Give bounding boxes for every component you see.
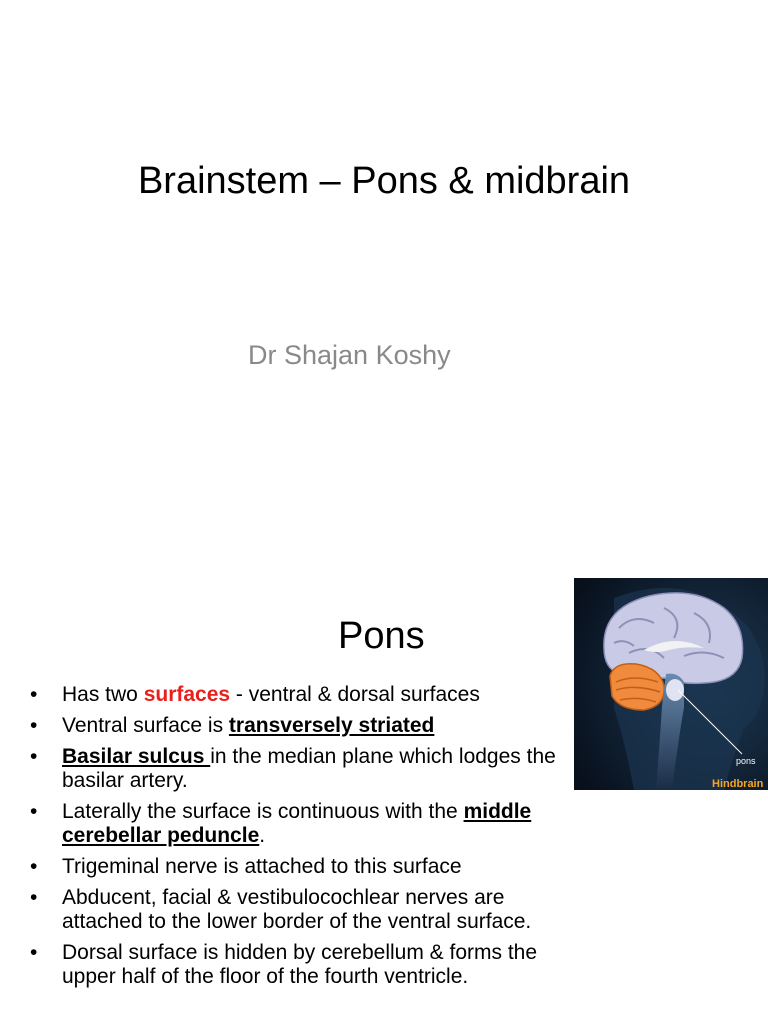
brain-illustration — [574, 578, 768, 790]
bullet-item — [30, 886, 570, 934]
bullet-text: middle cerebellar peduncle — [62, 800, 532, 847]
bullet-text: Laterally the surface is continuous with the — [62, 800, 464, 823]
bullet-text: Dorsal surface is hidden by cerebellum & forms the upper half of the floor of the fourth ventricle. — [62, 941, 538, 988]
bullet-list — [30, 683, 570, 996]
bullet-item — [30, 683, 570, 707]
bullet-item — [30, 941, 570, 989]
slide-title: Brainstem – Pons & midbrain — [137, 160, 631, 202]
bullet-text: Has two — [62, 683, 144, 706]
slide-author: Dr Shajan Koshy — [248, 340, 451, 370]
pons-heading: Pons — [338, 615, 425, 657]
bullet-text: . — [259, 824, 266, 847]
bullet-item — [30, 714, 570, 738]
bullet-text: Abducent, facial & vestibulocochlear nerves are attached to the lower border of the ventral surface. — [62, 886, 532, 933]
pons-label: pons — [736, 756, 756, 766]
pons-slide — [0, 575, 768, 1024]
hindbrain-label: Hindbrain — [712, 778, 764, 790]
brain-diagram-icon — [574, 578, 768, 790]
bullet-item — [30, 800, 570, 848]
bullet-text: Basilar sulcus — [62, 745, 211, 768]
bullet-item — [30, 745, 570, 793]
bullet-text: Trigeminal nerve is attached to this surface — [62, 855, 462, 878]
bullet-text: transversely striated — [228, 714, 435, 737]
bullet-text: - ventral & dorsal surfaces — [230, 683, 480, 706]
bullet-item — [30, 855, 570, 879]
bullet-text: surfaces — [143, 683, 231, 706]
bullet-text: in the median plane which lodges the basilar artery. — [62, 745, 556, 792]
bullet-text: Ventral surface is — [62, 714, 229, 737]
